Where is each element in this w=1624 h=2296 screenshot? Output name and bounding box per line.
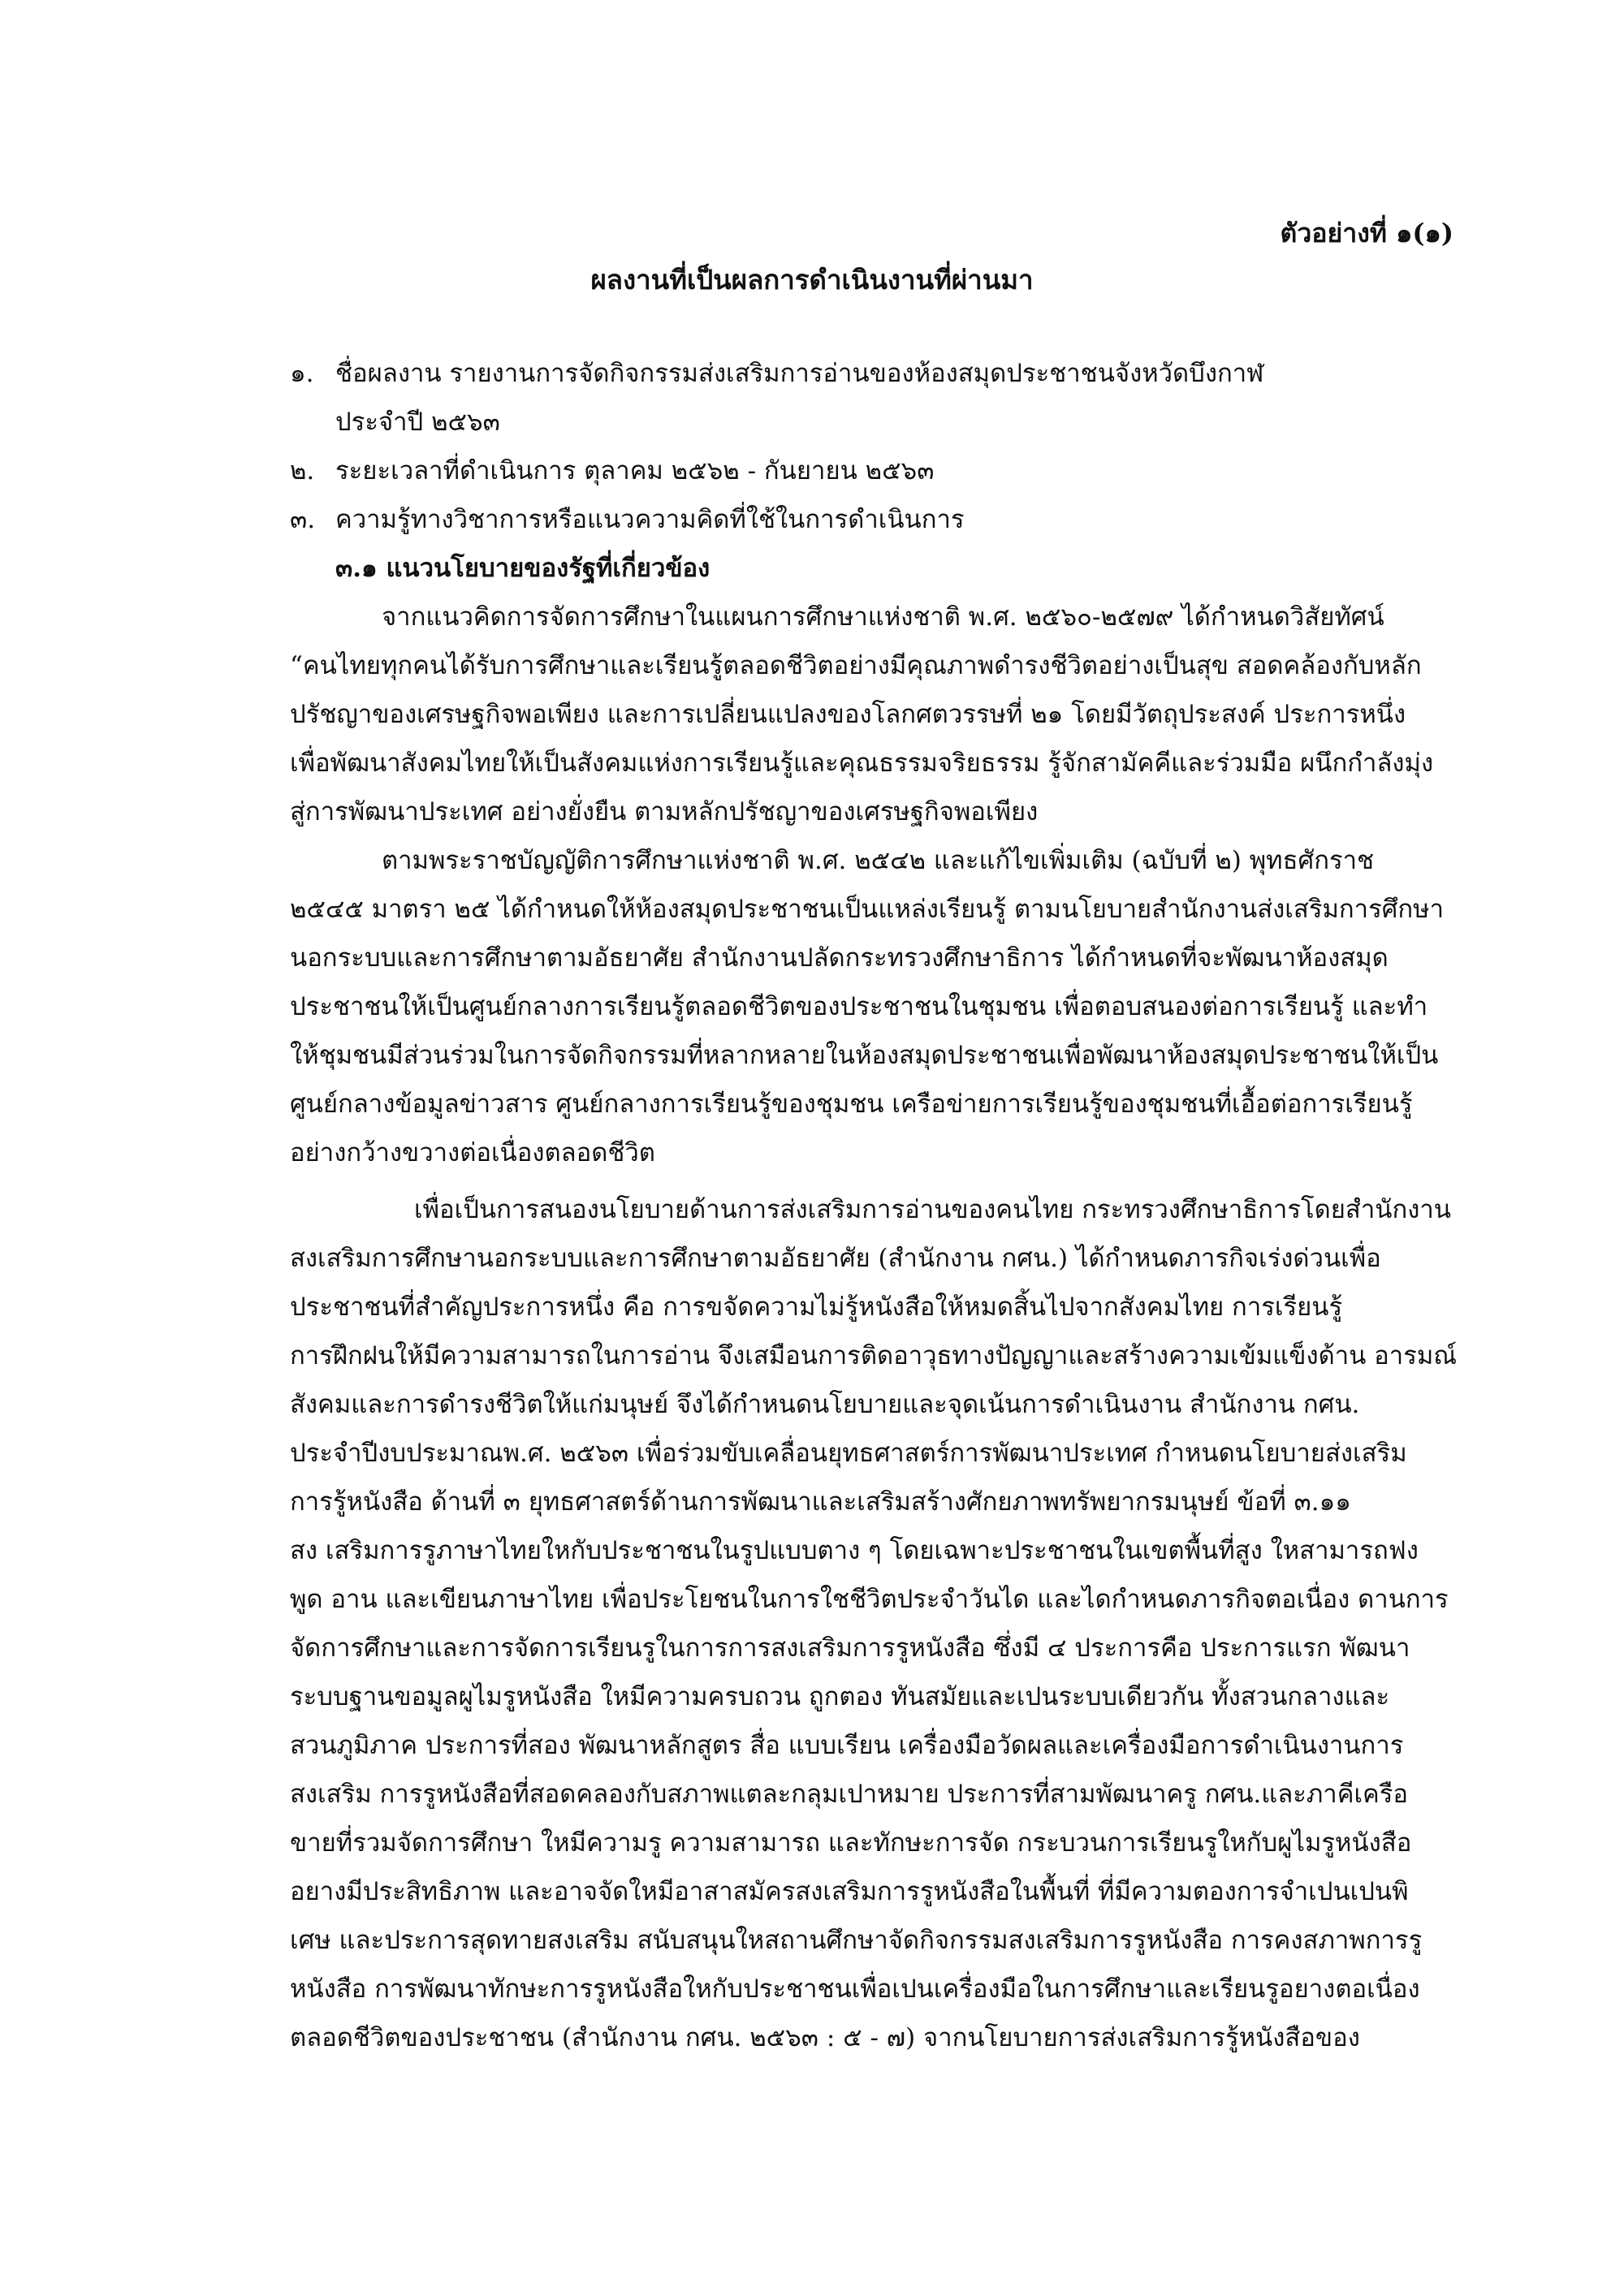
document-title: ผลงานที่เป็นผลการดำเนินงานที่ผ่านมา bbox=[590, 264, 1034, 296]
paragraph-line: สวนภูมิภาค ประการที่สอง พัฒนาหลักสูตร สื่อ แบบเรียน เครื่องมือวัดผลและเครื่องมือการดำเนินงานการ bbox=[290, 1731, 1404, 1760]
paragraph-line: สังคมและการดำรงชีวิตให้แก่มนุษย์ จึงได้กำหนดนโยบายและจุดเน้นการดำเนินงาน สำนักงาน กศน. bbox=[290, 1390, 1360, 1419]
paragraph-line: ตลอดชีวิตของประชาชน (สำนักงาน กศน. ๒๕๖๓ : ๕ - ๗) จากนโยบายการส่งเสริมการรู้หนังสือของ bbox=[290, 2023, 1360, 2052]
paragraph-line: สงเสริมการศึกษานอกระบบและการศึกษาตามอัธยาศัย (สำนักงาน กศน.) ได้กำหนดภารกิจเร่งด่วนเพื่อ bbox=[290, 1244, 1381, 1273]
paragraph-line: การรู้หนังสือ ด้านที่ ๓ ยุทธศาสตร์ด้านการพัฒนาและเสริมสร้างศักยภาพทรัพยากรมนุษย์ ข้อที่ ๓.๑๑ bbox=[290, 1487, 1351, 1517]
list-item bbox=[290, 357, 1263, 390]
paragraph-line: พูด อาน และเขียนภาษาไทย เพื่อประโยชนในการใชชีวิตประจำวันได และไดกำหนดภารกิจตอเนื่อง ดานการ bbox=[290, 1585, 1449, 1614]
list-item-continuation: ประจำปี ๒๕๖๓ bbox=[335, 408, 500, 437]
paragraph-line: ๒๕๔๕ มาตรา ๒๕ ได้กำหนดให้ห้องสมุดประชาชนเป็นแหล่งเรียนรู้ ตามนโยบายสำนักงานส่งเสริมการศึกษา bbox=[290, 895, 1445, 924]
paragraph-line: อยางมีประสิทธิภาพ และอาจจัดใหมีอาสาสมัครสงเสริมการรูหนังสือในพื้นที่ ที่มีความตองการจำเปนเปนพิ bbox=[290, 1877, 1409, 1906]
example-label: ตัวอย่างที่ ๑(๑) bbox=[1280, 218, 1453, 248]
paragraph-line: สู่การพัฒนาประเทศ อย่างยั่งยืน ตามหลักปรัชญาของเศรษฐกิจพอเพียง bbox=[290, 797, 1039, 826]
list-item-text: ความรู้ทางวิชาการหรือแนวความคิดที่ใช้ในการดำเนินการ bbox=[335, 505, 965, 534]
list-item-number: ๓. bbox=[290, 505, 316, 534]
paragraph-line: ประจำปีงบประมาณพ.ศ. ๒๕๖๓ เพื่อร่วมขับเคลื่อนยุทธศาสตร์การพัฒนาประเทศ กำหนดนโยบายส่งเสริม bbox=[290, 1439, 1407, 1468]
list-item bbox=[290, 503, 965, 536]
paragraph-line: สง เสริมการรูภาษาไทยใหกับประชาชนในรูปแบบตาง ๆ โดยเฉพาะประชาชนในเขตพื้นที่สูง ใหสามารถฟง bbox=[290, 1536, 1419, 1565]
paragraph-line: อย่างกว้างขวางต่อเนื่องตลอดชีวิต bbox=[290, 1138, 655, 1167]
paragraph-line: ประชาชนที่สำคัญประการหนึ่ง คือ การขจัดความไม่รู้หนังสือให้หมดสิ้นไปจากสังคมไทย การเรียนรู้ bbox=[290, 1293, 1343, 1322]
paragraph-line: เพื่อเป็นการสนองนโยบายด้านการส่งเสริมการอ่านของคนไทย กระทรวงศึกษาธิการโดยสำนักงาน bbox=[414, 1195, 1451, 1224]
paragraph-line: สงเสริม การรูหนังสือที่สอดคลองกับสภาพแตละกลุมเปาหมาย ประการที่สามพัฒนาครู กศน.และภาคีเครือ bbox=[290, 1780, 1409, 1809]
subheading: ๓.๑ แนวนโยบายของรัฐที่เกี่ยวข้อง bbox=[335, 554, 710, 583]
paragraph-line: ขายที่รวมจัดการศึกษา ใหมีความรู ความสามารถ และทักษะการจัด กระบวนการเรียนรูใหกับผูไมรูหนังสือ bbox=[290, 1828, 1412, 1858]
paragraph-line: ให้ชุมชนมีส่วนร่วมในการจัดกิจกรรมที่หลากหลายในห้องสมุดประชาชนเพื่อพัฒนาห้องสมุดประชาชนให้เป็น bbox=[290, 1041, 1439, 1070]
paragraph-line: เศษ และประการสุดทายสงเสริม สนับสนุนใหสถานศึกษาจัดกิจกรรมสงเสริมการรูหนังสือ การคงสภาพการรู bbox=[290, 1926, 1423, 1955]
paragraph-line: “คนไทยทุกคนได้รับการศึกษาและเรียนรู้ตลอดชีวิตอย่างมีคุณภาพดำรงชีวิตอย่างเป็นสุข สอดคล้องกับหลัก bbox=[290, 651, 1422, 680]
list-item-text: ชื่อผลงาน รายงานการจัดกิจกรรมส่งเสริมการอ่านของห้องสมุดประชาชนจังหวัดบึงกาฬ bbox=[335, 359, 1264, 388]
paragraph-line: ปรัชญาของเศรษฐกิจพอเพียง และการเปลี่ยนแปลงของโลกศตวรรษที่ ๒๑ โดยมีวัตถุประสงค์ ประการหนึ่ง bbox=[290, 700, 1406, 729]
paragraph-line: จากแนวคิดการจัดการศึกษาในแผนการศึกษาแห่งชาติ พ.ศ. ๒๕๖๐-๒๕๗๙ ได้กำหนดวิสัยทัศน์ bbox=[382, 602, 1384, 632]
list-item bbox=[290, 455, 934, 487]
paragraph-line: จัดการศึกษาและการจัดการเรียนรูในการการสงเสริมการรูหนังสือ ซึ่งมี ๔ ประการคือ ประการแรก พัฒนา bbox=[290, 1634, 1410, 1663]
list-item-number: ๑. bbox=[290, 359, 314, 388]
list-item-number: ๒. bbox=[290, 456, 315, 486]
paragraph-line: การฝึกฝนให้มีความสามารถในการอ่าน จึงเสมือนการติดอาวุธทางปัญญาและสร้างความเข้มแข็งด้าน อารมณ์ bbox=[290, 1341, 1458, 1370]
list-item-text: ระยะเวลาที่ดำเนินการ ตุลาคม ๒๕๖๒ - กันยายน ๒๕๖๓ bbox=[335, 456, 935, 486]
paragraph-line: ระบบฐานขอมูลผูไมรูหนังสือ ใหมีความครบถวน ถูกตอง ทันสมัยและเปนระบบเดียวกัน ทั้งสวนกลางและ bbox=[290, 1682, 1390, 1711]
paragraph-line: หนังสือ การพัฒนาทักษะการรูหนังสือใหกับประชาชนเพื่อเปนเครื่องมือในการศึกษาและเรียนรูอยางตอเนื่อง bbox=[290, 1974, 1420, 2004]
paragraph-line: ประชาชนให้เป็นศูนย์กลางการเรียนรู้ตลอดชีวิตของประชาชนในชุมชน เพื่อตอบสนองต่อการเรียนรู้ และทำ bbox=[290, 992, 1428, 1021]
paragraph-line: เพื่อพัฒนาสังคมไทยให้เป็นสังคมแห่งการเรียนรู้และคุณธรรมจริยธรรม รู้จักสามัคคีและร่วมมือ ผนึกกำลังมุ่ง bbox=[290, 749, 1434, 778]
paragraph-line: นอกระบบและการศึกษาตามอัธยาศัย สำนักงานปลัดกระทรวงศึกษาธิการ ได้กำหนดที่จะพัฒนาห้องสมุด bbox=[290, 943, 1389, 973]
paragraph-line: ศูนย์กลางข้อมูลข่าวสาร ศูนย์กลางการเรียนรู้ของชุมชน เครือข่ายการเรียนรู้ของชุมชนที่เอื้อต่อการเรียนรู้ bbox=[290, 1090, 1413, 1119]
paragraph-line: ตามพระราชบัญญัติการศึกษาแห่งชาติ พ.ศ. ๒๕๔๒ และแก้ไขเพิ่มเติม (ฉบับที่ ๒) พุทธศักราช bbox=[382, 846, 1375, 875]
